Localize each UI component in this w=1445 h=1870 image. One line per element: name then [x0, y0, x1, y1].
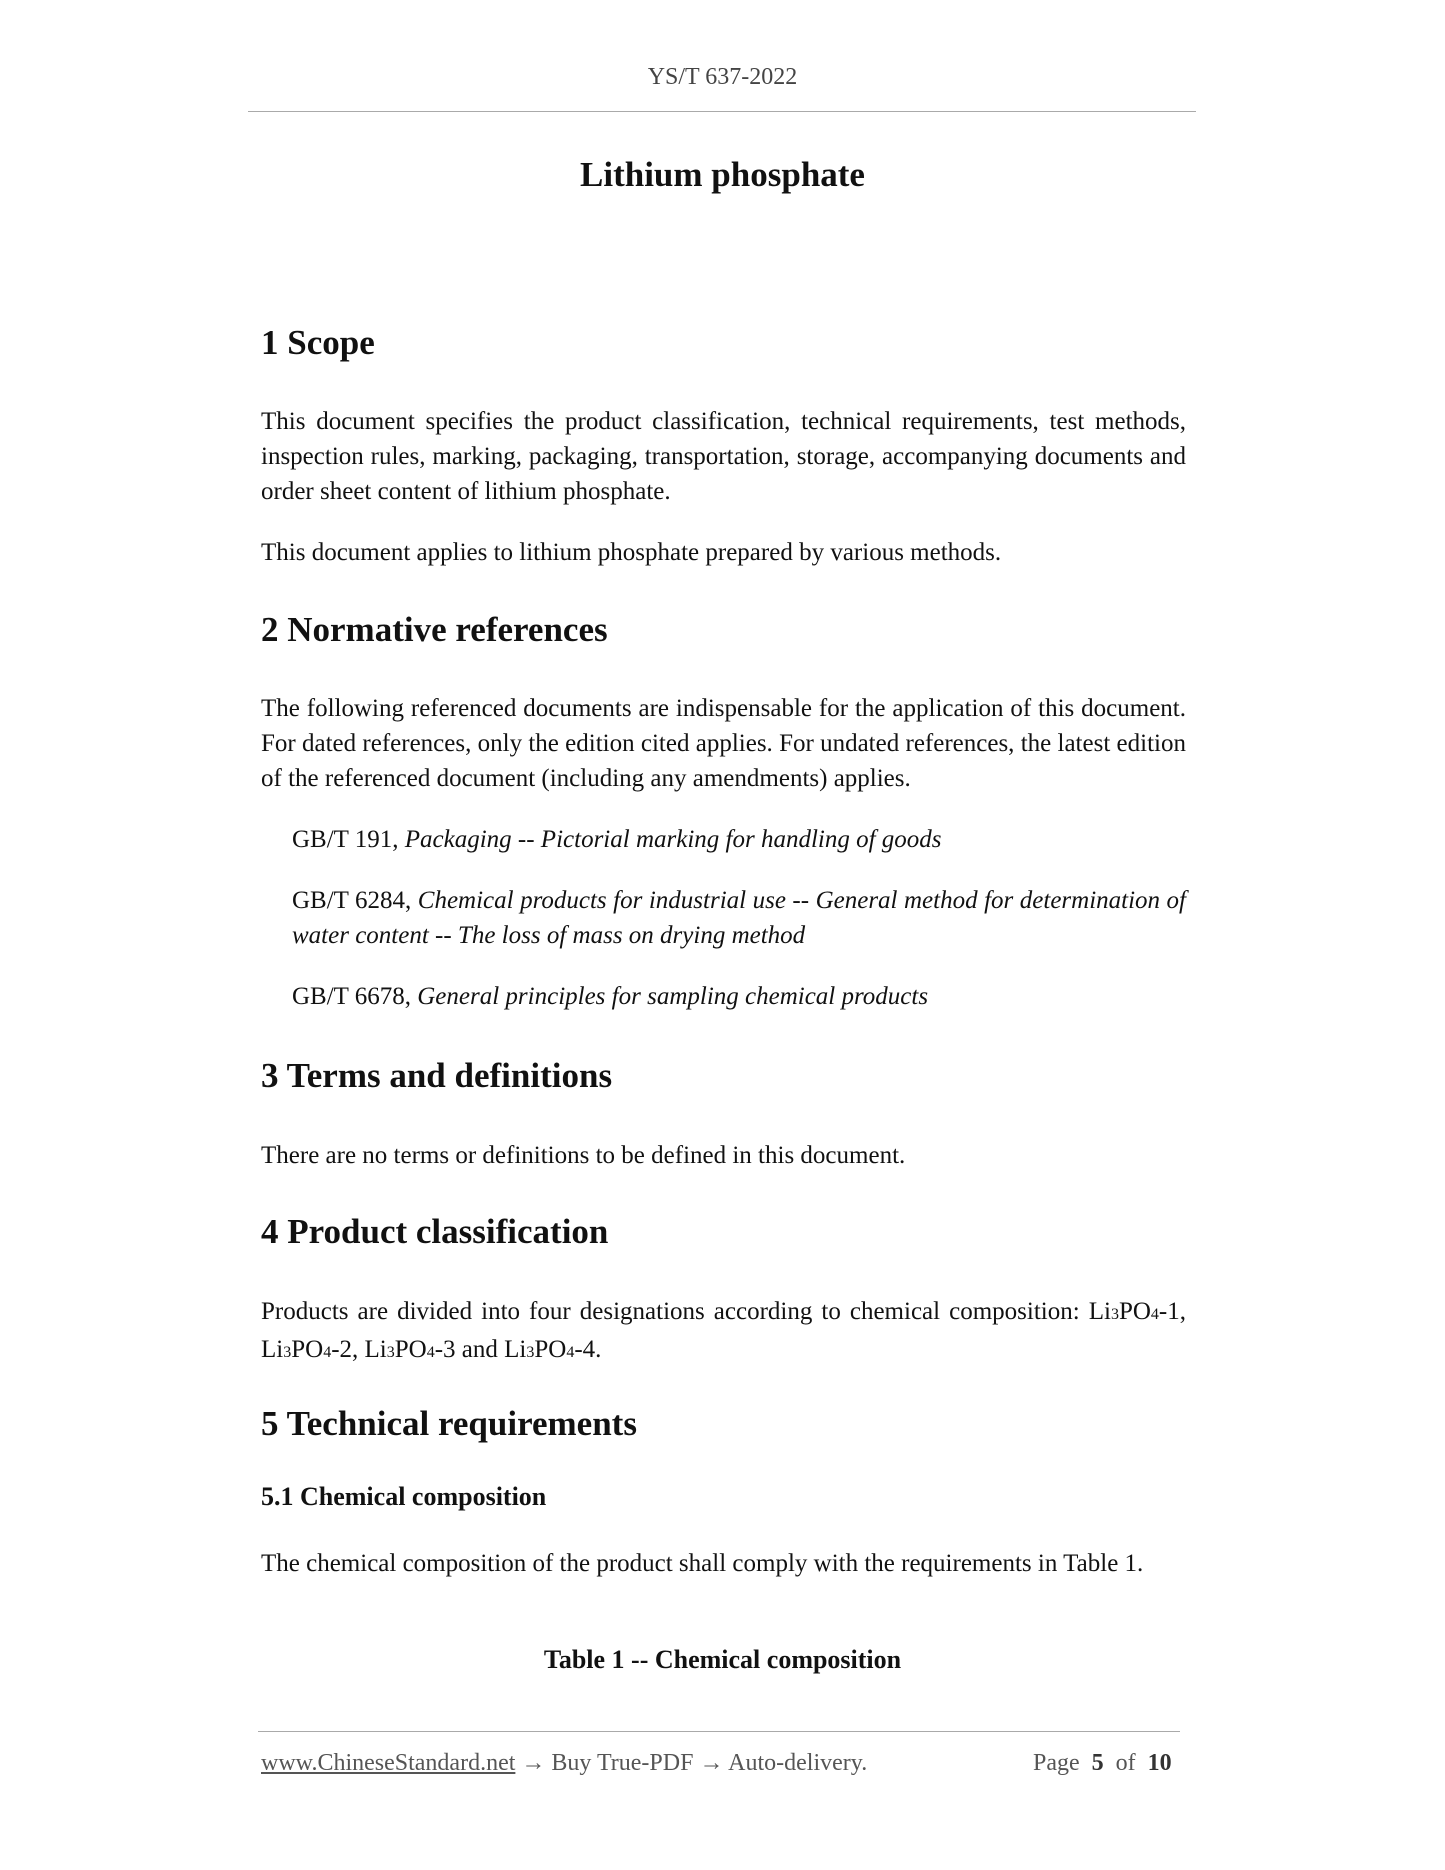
conjunction: and — [461, 1336, 498, 1363]
reference-title: General principles for sampling chemical products — [417, 983, 929, 1010]
reference-item — [292, 883, 1186, 953]
designation-4: Li3PO4-4. — [504, 1336, 602, 1363]
section-5-paragraph-1: The chemical composition of the product shall comply with the requirements in Table 1. — [261, 1550, 1144, 1577]
arrow-right-icon: → — [521, 1750, 546, 1776]
section-4-paragraph-1 — [261, 1294, 1186, 1370]
reference-code: GB/T 6678, — [292, 983, 411, 1010]
section-1-heading: 1 Scope — [261, 323, 375, 362]
section-5-body — [261, 1546, 1186, 1581]
designation-3: Li3PO4-3 — [364, 1336, 456, 1363]
arrow-right-icon: → — [699, 1750, 724, 1776]
buy-text: Buy True-PDF — [551, 1750, 694, 1776]
designation-2: Li3PO4-2, — [261, 1336, 359, 1363]
page-label: Page — [1033, 1750, 1080, 1776]
section-3-heading: 3 Terms and definitions — [261, 1056, 613, 1095]
footer-divider — [258, 1731, 1180, 1732]
reference-code: GB/T 6284, — [292, 887, 412, 914]
website-link[interactable]: www.ChineseStandard.net — [261, 1750, 516, 1776]
section-1-body — [261, 404, 1186, 570]
classification-intro: Products are divided into four designations according to chemical composition: — [261, 1298, 1080, 1325]
current-page-number: 5 — [1091, 1750, 1104, 1776]
section-4-heading: 4 Product classification — [261, 1212, 609, 1251]
table-caption: Table 1 -- Chemical composition — [543, 1645, 902, 1674]
reference-item — [292, 822, 1186, 857]
reference-title: Packaging -- Pictorial marking for handling of goods — [404, 826, 942, 853]
reference-title: Chemical products for industrial use -- General method for determination of water content -- The loss of mass on drying method — [292, 887, 1186, 949]
section-3-body — [261, 1138, 1186, 1173]
section-1-paragraph-2: This document applies to lithium phosphate prepared by various methods. — [261, 539, 1002, 566]
total-page-count: 10 — [1147, 1750, 1172, 1776]
document-code-header: YS/T 637-2022 — [647, 64, 798, 90]
section-3-paragraph-1: There are no terms or definitions to be defined in this document. — [261, 1142, 906, 1169]
reference-code: GB/T 191, — [292, 826, 399, 853]
page-indicator — [1033, 1750, 1172, 1777]
section-2-body — [261, 691, 1186, 796]
designation-1: Li3PO4-1, — [1088, 1298, 1186, 1325]
of-label: of — [1115, 1750, 1136, 1776]
reference-item — [292, 979, 1186, 1014]
section-4-body — [261, 1294, 1186, 1370]
footer-promo — [261, 1750, 867, 1777]
header-divider — [248, 111, 1196, 112]
auto-delivery-text: Auto-delivery. — [728, 1750, 868, 1776]
section-5-heading: 5 Technical requirements — [261, 1404, 637, 1443]
subsection-5-1-heading: 5.1 Chemical composition — [261, 1482, 547, 1511]
section-1-paragraph-1: This document specifies the product classification, technical requirements, test methods, inspection rules, marking, packaging, transportation, storage, accompanying documents and order sheet content of lithium phosphate. — [261, 408, 1186, 505]
document-title: Lithium phosphate — [580, 155, 865, 194]
section-2-paragraph-1: The following referenced documents are indispensable for the application of this document. For dated references, only the edition cited applies. For undated references, the latest edition of the referenced document (including any amendments) applies. — [261, 695, 1186, 792]
section-2-heading: 2 Normative references — [261, 610, 608, 649]
